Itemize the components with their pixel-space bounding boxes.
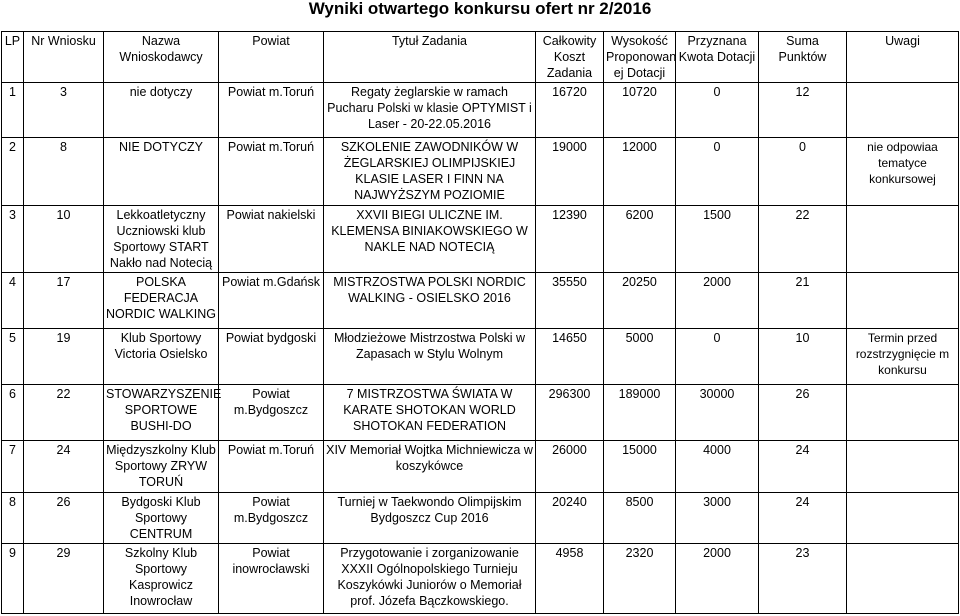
- cell-tytul: XIV Memoriał Wojtka Michniewicza w koszykówce: [324, 441, 536, 493]
- cell-nr: 26: [24, 493, 104, 544]
- cell-uwagi: [847, 493, 959, 544]
- cell-lp: 2: [2, 138, 24, 206]
- cell-suma: 12: [759, 83, 847, 138]
- cell-uwagi: Termin przed rozstrzygnięcie m konkursu: [847, 329, 959, 385]
- cell-tytul: 7 MISTRZOSTWA ŚWIATA W KARATE SHOTOKAN WORLD SHOTOKAN FEDERATION: [324, 385, 536, 441]
- header-lp: LP: [2, 32, 24, 83]
- cell-suma: 21: [759, 273, 847, 329]
- cell-koszt: 14650: [536, 329, 604, 385]
- cell-powiat: Powiat bydgoski: [219, 329, 324, 385]
- cell-suma: 10: [759, 329, 847, 385]
- cell-suma: 0: [759, 138, 847, 206]
- header-wysokosc: Wysokość Proponowan ej Dotacji: [604, 32, 676, 83]
- cell-tytul: Młodzieżowe Mistrzostwa Polski w Zapasach w Stylu Wolnym: [324, 329, 536, 385]
- table-row: [2, 138, 959, 206]
- cell-koszt: 296300: [536, 385, 604, 441]
- cell-koszt: 19000: [536, 138, 604, 206]
- cell-nazwa: STOWARZYSZENIE SPORTOWE BUSHI-DO: [104, 385, 219, 441]
- cell-uwagi: [847, 544, 959, 614]
- cell-uwagi: nie odpowiaa tematyce konkursowej: [847, 138, 959, 206]
- cell-lp: 5: [2, 329, 24, 385]
- cell-koszt: 20240: [536, 493, 604, 544]
- cell-powiat: Powiat m.Bydgoszcz: [219, 385, 324, 441]
- cell-wysokosc: 20250: [604, 273, 676, 329]
- cell-nazwa: nie dotyczy: [104, 83, 219, 138]
- cell-tytul: Turniej w Taekwondo Olimpijskim Bydgoszcz Cup 2016: [324, 493, 536, 544]
- table-row: [2, 273, 959, 329]
- cell-powiat: Powiat inowrocławski: [219, 544, 324, 614]
- cell-nazwa: Międzyszkolny Klub Sportowy ZRYW TORUŃ: [104, 441, 219, 493]
- cell-uwagi: [847, 273, 959, 329]
- table-row: [2, 441, 959, 493]
- header-uwagi: Uwagi: [847, 32, 959, 83]
- cell-kwota: 30000: [676, 385, 759, 441]
- cell-powiat: Powiat m.Toruń: [219, 441, 324, 493]
- cell-koszt: 26000: [536, 441, 604, 493]
- cell-koszt: 16720: [536, 83, 604, 138]
- cell-tytul: Przygotowanie i zorganizowanie XXXII Ogólnopolskiego Turnieju Koszykówki Juniorów o Memoriał prof. Józefa Bączkowskiego.: [324, 544, 536, 614]
- cell-tytul: Regaty żeglarskie w ramach Pucharu Polski w klasie OPTYMIST i Laser - 20-22.05.2016: [324, 83, 536, 138]
- cell-suma: 24: [759, 441, 847, 493]
- cell-kwota: 0: [676, 138, 759, 206]
- cell-nazwa: Lekkoatletyczny Uczniowski klub Sportowy START Nakło nad Notecią: [104, 206, 219, 273]
- header-kwota: Przyznana Kwota Dotacji: [676, 32, 759, 83]
- cell-nr: 29: [24, 544, 104, 614]
- cell-wysokosc: 6200: [604, 206, 676, 273]
- cell-nr: 19: [24, 329, 104, 385]
- cell-nr: 3: [24, 83, 104, 138]
- cell-wysokosc: 189000: [604, 385, 676, 441]
- header-tytul: Tytuł Zadania: [324, 32, 536, 83]
- cell-nazwa: Klub Sportowy Victoria Osielsko: [104, 329, 219, 385]
- cell-nr: 24: [24, 441, 104, 493]
- cell-wysokosc: 8500: [604, 493, 676, 544]
- results-table: [1, 31, 959, 614]
- cell-powiat: Powiat nakielski: [219, 206, 324, 273]
- cell-lp: 8: [2, 493, 24, 544]
- header-koszt: Całkowity Koszt Zadania: [536, 32, 604, 83]
- cell-uwagi: [847, 441, 959, 493]
- cell-koszt: 12390: [536, 206, 604, 273]
- cell-uwagi: [847, 206, 959, 273]
- cell-wysokosc: 2320: [604, 544, 676, 614]
- cell-lp: 3: [2, 206, 24, 273]
- cell-nr: 17: [24, 273, 104, 329]
- page-title: Wyniki otwartego konkursu ofert nr 2/2016: [308, 0, 652, 18]
- cell-powiat: Powiat m.Gdańsk: [219, 273, 324, 329]
- cell-koszt: 35550: [536, 273, 604, 329]
- cell-uwagi: [847, 83, 959, 138]
- cell-kwota: 2000: [676, 544, 759, 614]
- cell-kwota: 4000: [676, 441, 759, 493]
- cell-lp: 6: [2, 385, 24, 441]
- cell-wysokosc: 10720: [604, 83, 676, 138]
- cell-kwota: 2000: [676, 273, 759, 329]
- cell-nr: 22: [24, 385, 104, 441]
- table-row: [2, 493, 959, 544]
- table-row: [2, 206, 959, 273]
- cell-nr: 10: [24, 206, 104, 273]
- cell-lp: 4: [2, 273, 24, 329]
- table-row: [2, 385, 959, 441]
- header-nr: Nr Wniosku: [24, 32, 104, 83]
- header-row: [2, 32, 959, 83]
- cell-kwota: 0: [676, 329, 759, 385]
- cell-lp: 9: [2, 544, 24, 614]
- table-row: [2, 83, 959, 138]
- cell-lp: 7: [2, 441, 24, 493]
- cell-uwagi: [847, 385, 959, 441]
- cell-powiat: Powiat m.Toruń: [219, 83, 324, 138]
- cell-suma: 23: [759, 544, 847, 614]
- cell-powiat: Powiat m.Bydgoszcz: [219, 493, 324, 544]
- header-suma: Suma Punktów: [759, 32, 847, 83]
- cell-kwota: 0: [676, 83, 759, 138]
- cell-nazwa: NIE DOTYCZY: [104, 138, 219, 206]
- cell-nr: 8: [24, 138, 104, 206]
- cell-suma: 24: [759, 493, 847, 544]
- cell-nazwa: Bydgoski Klub Sportowy CENTRUM: [104, 493, 219, 544]
- cell-tytul: XXVII BIEGI ULICZNE IM. KLEMENSA BINIAKOWSKIEGO W NAKLE NAD NOTECIĄ: [324, 206, 536, 273]
- cell-koszt: 4958: [536, 544, 604, 614]
- cell-wysokosc: 5000: [604, 329, 676, 385]
- cell-wysokosc: 12000: [604, 138, 676, 206]
- cell-tytul: MISTRZOSTWA POLSKI NORDIC WALKING - OSIELSKO 2016: [324, 273, 536, 329]
- cell-tytul: SZKOLENIE ZAWODNIKÓW W ŻEGLARSKIEJ OLIMPIJSKIEJ KLASIE LASER I FINN NA NAJWYŻSZYM POZIOMIE: [324, 138, 536, 206]
- cell-suma: 22: [759, 206, 847, 273]
- cell-nazwa: Szkolny Klub Sportowy Kasprowicz Inowrocław: [104, 544, 219, 614]
- header-powiat: Powiat: [219, 32, 324, 83]
- cell-powiat: Powiat m.Toruń: [219, 138, 324, 206]
- cell-lp: 1: [2, 83, 24, 138]
- cell-wysokosc: 15000: [604, 441, 676, 493]
- cell-kwota: 3000: [676, 493, 759, 544]
- cell-kwota: 1500: [676, 206, 759, 273]
- table-row: [2, 544, 959, 614]
- cell-suma: 26: [759, 385, 847, 441]
- table-row: [2, 329, 959, 385]
- cell-nazwa: POLSKA FEDERACJA NORDIC WALKING: [104, 273, 219, 329]
- header-nazwa: Nazwa Wnioskodawcy: [104, 32, 219, 83]
